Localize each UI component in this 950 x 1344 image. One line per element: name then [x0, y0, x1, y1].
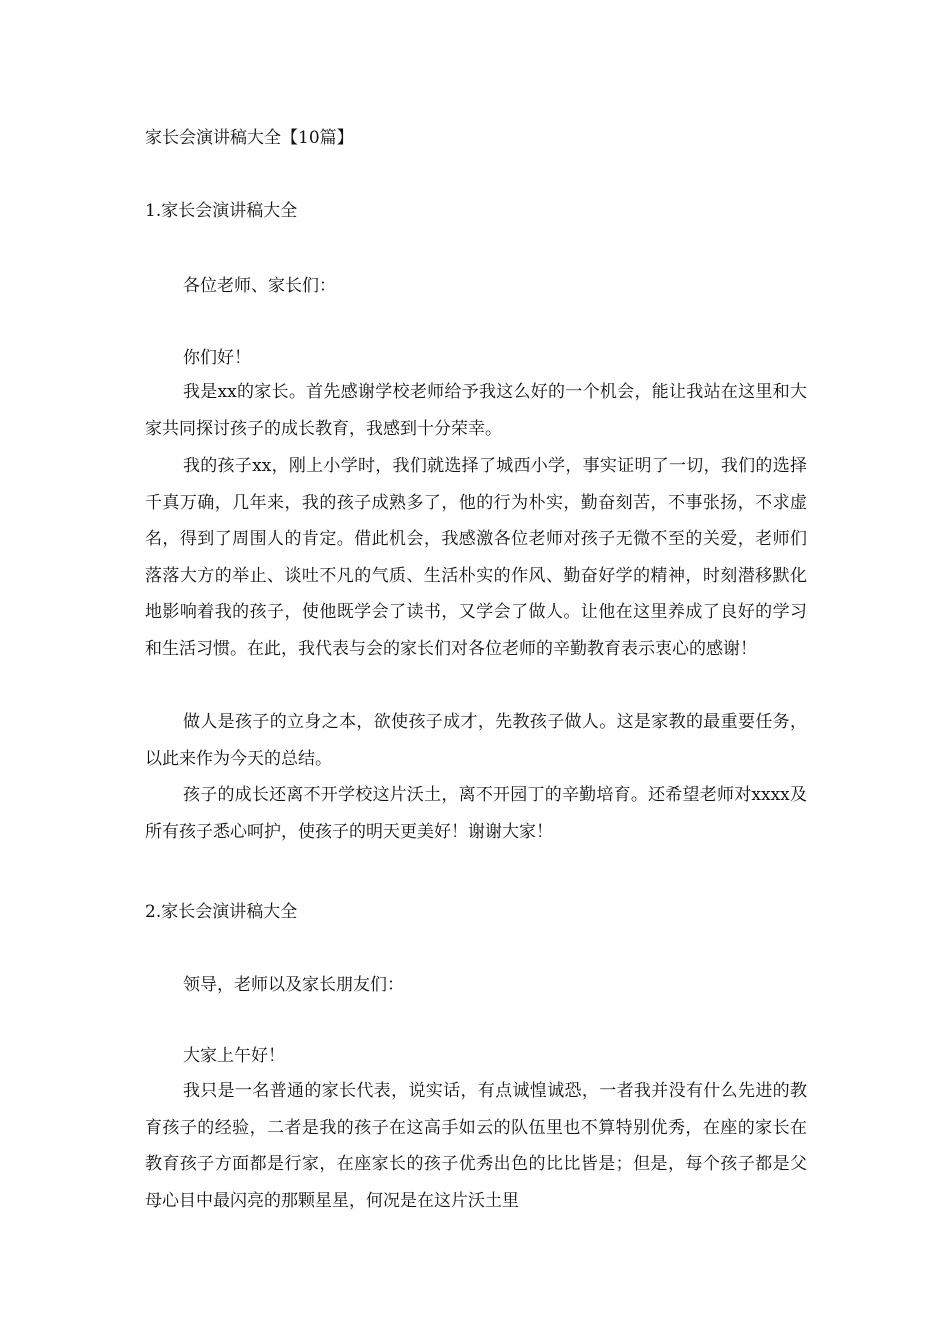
section-1-paragraph-2: 我的孩子xx，刚上小学时，我们就选择了城西小学，事实证明了一切，我们的选择千真万确，几年来，我的孩子成熟多了，他的行为朴实，勤奋刻苦，不事张扬，不求虚名，得到了周围人的肯定。借此机会，我感激各位老师对孩子无微不至的关爱，老师们落落大方的举止、谈吐不凡的气质、生活朴实的作风、勤奋好学的精神，时刻潜移默化地影响着我的孩子，使他既学会了读书，又学会了做人。让他在这里养成了良好的学习和生活习惯。在此，我代表与会的家长们对各位老师的辛勤教育表示衷心的感谢！: [145, 456, 807, 659]
section-1-salutation: 各位老师、家长们：: [183, 276, 336, 296]
section-2-salutation: 领导，老师以及家长朋友们：: [183, 975, 404, 995]
section-1-paragraph-3: 做人是孩子的立身之本，欲使孩子成才，先教孩子做人。这是家教的最重要任务，以此来作为今天的总结。: [145, 712, 807, 769]
section-2-paragraph-1: 我只是一名普通的家长代表，说实话，有点诚惶诚恐，一者我并没有什么先进的教育孩子的经验，二者是我的孩子在这高手如云的队伍里也不算特别优秀，在座的家长在教育孩子方面都是行家，在座家长的孩子优秀出色的比比皆是；但是，每个孩子都是父母心目中最闪亮的那颗星星，何况是在这片沃土里: [145, 1081, 807, 1211]
section-1-paragraph-4: 孩子的成长还离不开学校这片沃土，离不开园丁的辛勤培育。还希望老师对xxxx及所有孩子悉心呵护，使孩子的明天更美好！谢谢大家！: [145, 785, 807, 842]
section-1-heading: 1.家长会演讲稿大全: [145, 201, 298, 221]
document-title: 家长会演讲稿大全【10篇】: [145, 128, 354, 148]
section-2-greeting: 大家上午好！: [183, 1046, 285, 1066]
section-2-heading: 2.家长会演讲稿大全: [145, 902, 298, 922]
section-1-greeting: 你们好！: [183, 348, 251, 368]
section-1-paragraph-1: 我是xx的家长。首先感谢学校老师给予我这么好的一个机会，能让我站在这里和大家共同探讨孩子的成长教育，我感到十分荣幸。: [145, 382, 807, 439]
